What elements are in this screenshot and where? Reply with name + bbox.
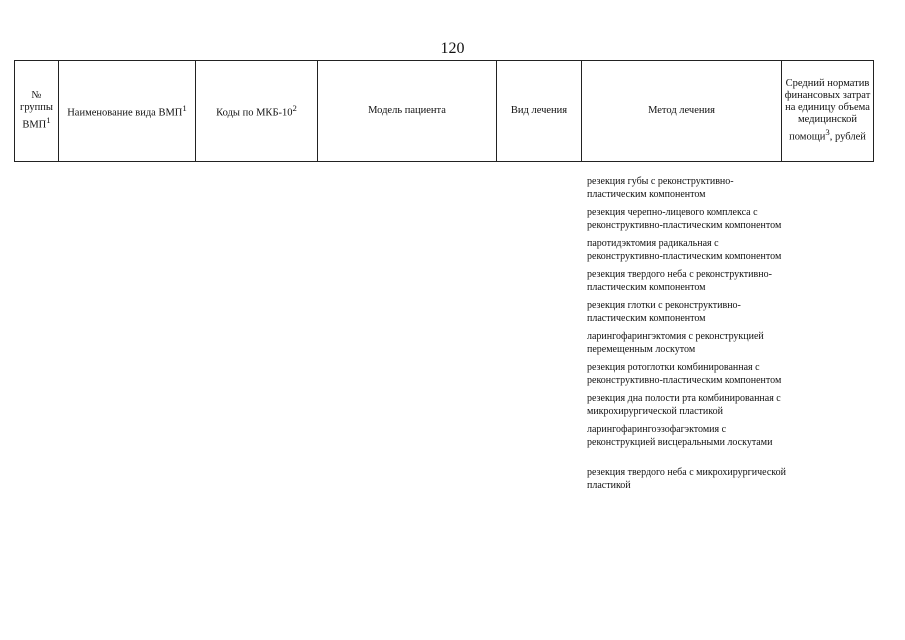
method-item: резекция твердого неба с реконструктивно-пластическим компонентом	[587, 269, 772, 293]
col-vmp-name: Наименование вида ВМП$^1$	[59, 61, 196, 162]
col-icd-codes: Коды по МКБ-$10^2$	[196, 61, 318, 162]
method-item: паротидэктомия радикальная с реконструктивно-пластическим компонентом	[587, 238, 782, 262]
col-cost-norm: Средний норматив финансовых затрат на единицу объема медицинской помощи$^3$, рублей	[782, 61, 874, 162]
col-group-number: № группы ВМП$^1$	[15, 61, 59, 162]
col-patient-model: Модель пациента	[318, 61, 497, 162]
method-item: резекция черепно-лицевого комплекса с реконструктивно-пластическим компонентом	[587, 207, 782, 231]
method-item: резекция твердого неба с микрохирургической пластикой	[587, 467, 786, 491]
page-number: 120	[440, 40, 465, 57]
method-item: резекция глотки с реконструктивно-пластическим компонентом	[587, 300, 741, 324]
col-treatment-method: Метод лечения	[582, 61, 782, 162]
method-list	[587, 176, 787, 498]
method-item: ларингофарингоэзофагэктомия с реконструкцией висцеральными лоскутами	[587, 424, 773, 448]
method-item: резекция губы с реконструктивно-пластическим компонентом	[587, 176, 734, 200]
method-item: резекция дна полости рта комбинированная с микрохирургической пластикой	[587, 393, 781, 417]
table-header	[14, 60, 874, 162]
col-treatment-type: Вид лечения	[497, 61, 582, 162]
method-item: резекция ротоглотки комбинированная с реконструктивно-пластическим компонентом	[587, 362, 782, 386]
method-item: ларингофарингэктомия с реконструкцией перемещенным лоскутом	[587, 331, 764, 355]
